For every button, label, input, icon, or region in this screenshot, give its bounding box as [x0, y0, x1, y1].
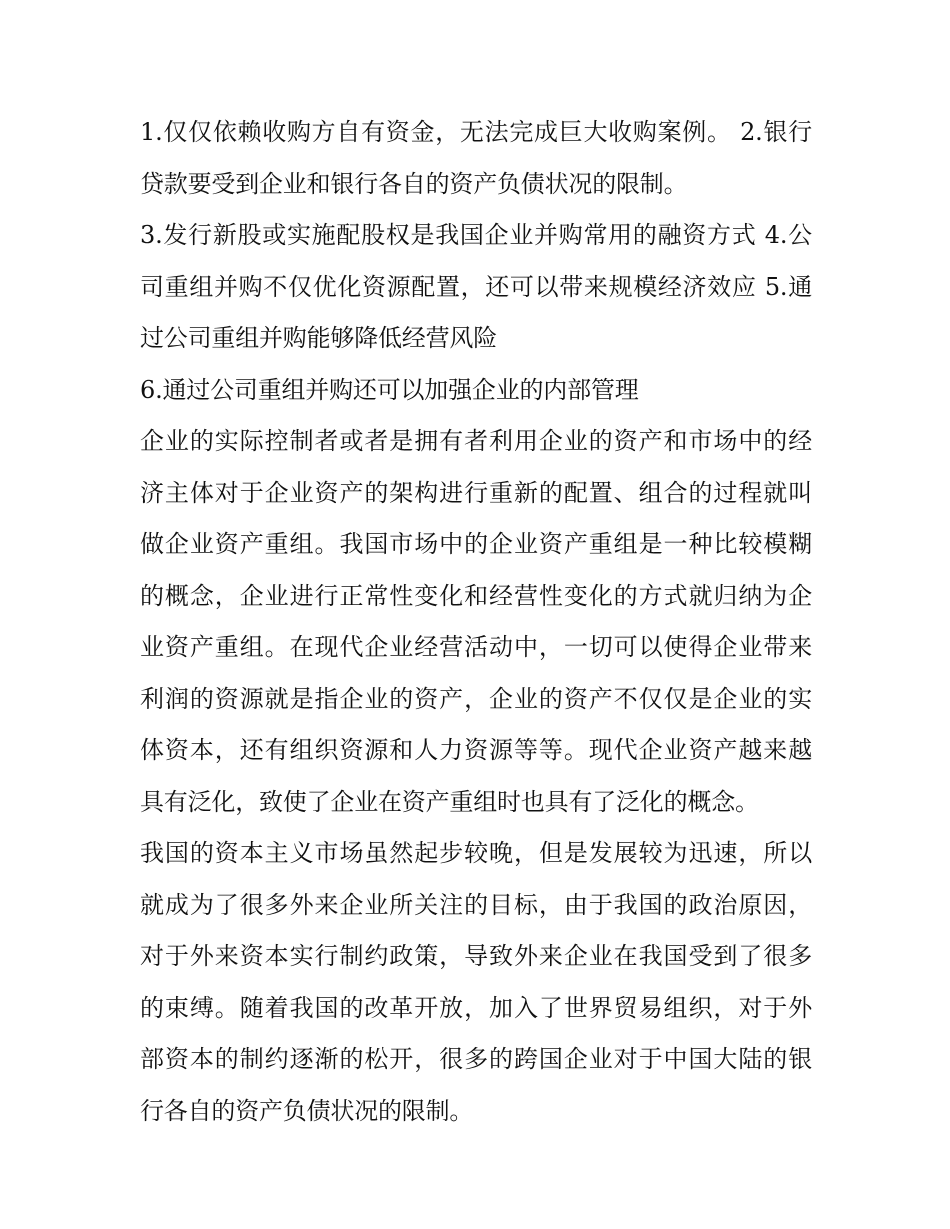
text-line: 司重组并购不仅优化资源配置，还可以带来规模经济效应 5.通 — [140, 272, 812, 301]
text-line: 3.发行新股或实施配股权是我国企业并购常用的融资方式 4.公 — [140, 221, 812, 249]
text-line: 济主体对于企业资产的架构进行重新的配置、组合的过程就叫 — [140, 478, 812, 507]
text-line: 体资本，还有组织资源和人力资源等等。现代企业资产越来越 — [140, 736, 812, 764]
text-line: 做企业资产重组。我国市场中的企业资产重组是一种比较模糊 — [140, 530, 812, 558]
text-line: 利润的资源就是指企业的资产，企业的资产不仅仅是企业的实 — [140, 684, 812, 713]
text-line: 6.通过公司重组并购还可以加强企业的内部管理 — [140, 375, 639, 404]
document-body — [140, 107, 812, 1137]
text-line: 对于外来资本实行制约政策，导致外来企业在我国受到了很多 — [140, 942, 812, 970]
text-line: 1.仅仅依赖收购方自有资金，无法完成巨大收购案例。 2.银行 — [140, 118, 812, 146]
text-line: 就成为了很多外来企业所关注的目标，由于我国的政治原因， — [140, 890, 812, 919]
text-line: 过公司重组并购能够降低经营风险 — [140, 324, 497, 352]
text-line: 具有泛化，致使了企业在资产重组时也具有了泛化的概念。 — [140, 787, 759, 816]
text-line: 贷款要受到企业和银行各自的资产负债状况的限制。 — [140, 169, 688, 198]
text-line: 业资产重组。在现代企业经营活动中，一切可以使得企业带来 — [140, 633, 812, 661]
text-line: 的束缚。随着我国的改革开放，加入了世界贸易组织，对于外 — [140, 993, 812, 1022]
text-line: 的概念，企业进行正常性变化和经营性变化的方式就归纳为企 — [140, 581, 812, 610]
text-line: 企业的实际控制者或者是拥有者利用企业的资产和市场中的经 — [140, 427, 812, 455]
text-line: 部资本的制约逐渐的松开，很多的跨国企业对于中国大陆的银 — [140, 1045, 812, 1073]
text-line: 行各自的资产负债状况的限制。 — [140, 1096, 474, 1125]
text-line: 我国的资本主义市场虽然起步较晚，但是发展较为迅速，所以 — [140, 839, 812, 867]
